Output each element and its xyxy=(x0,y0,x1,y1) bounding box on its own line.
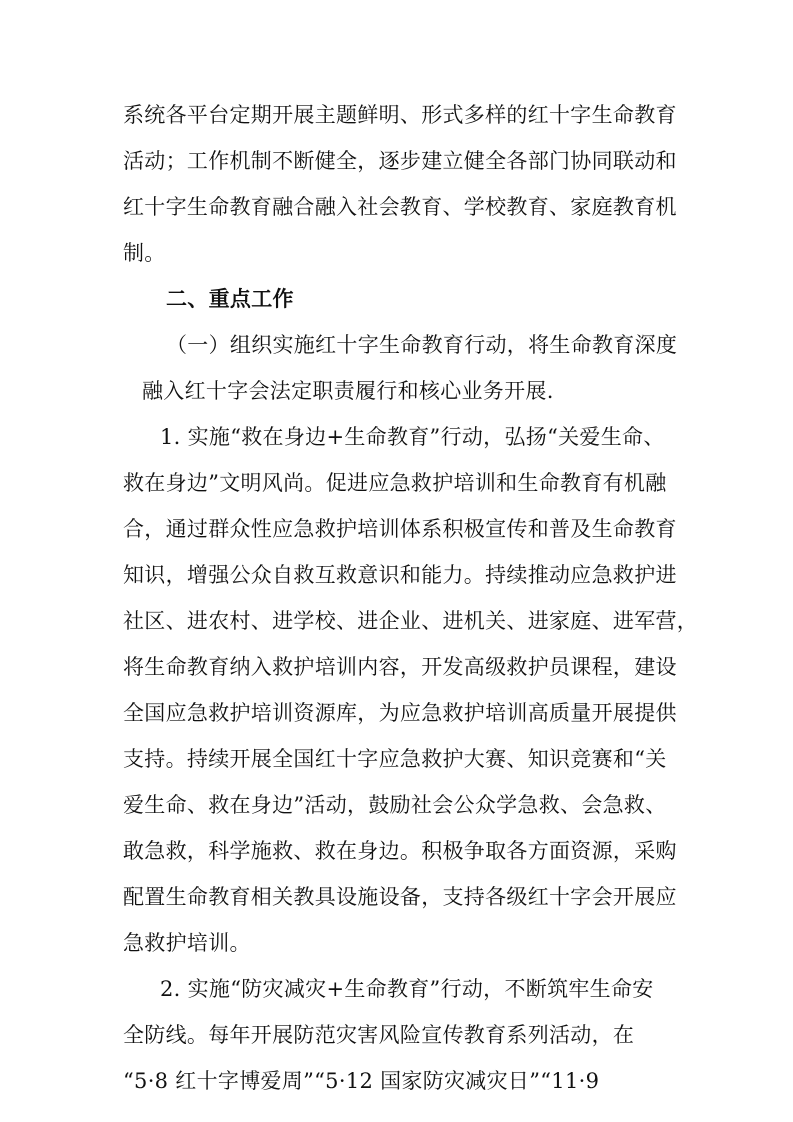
paragraph-line: 敢急救，科学施救、救在身边。积极争取各方面资源，采购 xyxy=(123,839,677,863)
paragraph-line: 将生命教育纳入救护培训内容，开发高级救护员课程，建设 xyxy=(123,655,677,679)
paragraph-line: 急救护培训。 xyxy=(123,931,251,955)
paragraph-line: 全国应急救护培训资源库，为应急救护培训高质量开展提供 xyxy=(123,701,677,725)
paragraph-line: 活动；工作机制不断健全，逐步建立健全各部门协同联动和 xyxy=(123,149,677,173)
paragraph-line: 2. 实施“防灾减灾+生命教育”行动，不断筑牢生命安 xyxy=(160,977,654,1001)
paragraph-line: “5·8 红十字博爱周”“5·12 国家防灾减灾日”“11·9 xyxy=(123,1069,600,1093)
paragraph-line: 救在身边”文明风尚。促进应急救护培训和生命教育有机融 xyxy=(123,471,667,495)
paragraph-line: 制。 xyxy=(123,241,166,265)
paragraph-line: 爱生命、救在身边”活动，鼓励社会公众学急救、会急救、 xyxy=(123,793,667,817)
paragraph-line: 知识，增强公众自救互救意识和能力。持续推动应急救护进 xyxy=(123,563,677,587)
subsection-heading-line: （一）组织实施红十字生命教育行动，将生命教育深度 xyxy=(166,333,678,357)
paragraph-line: 系统各平台定期开展主题鲜明、形式多样的红十字生命教育 xyxy=(123,103,677,127)
subsection-heading-line: 融入红十字会法定职责履行和核心业务开展. xyxy=(142,379,554,403)
paragraph-line: 配置生命教育相关教具设施设备，支持各级红十字会开展应 xyxy=(123,885,677,909)
paragraph-line: 1. 实施“救在身边+生命教育”行动，弘扬“关爱生命、 xyxy=(160,425,665,449)
paragraph-line: 全防线。每年开展防范灾害风险宣传教育系列活动，在 xyxy=(123,1023,635,1047)
section-heading: 二、重点工作 xyxy=(166,287,294,311)
paragraph-line: 支持。持续开展全国红十字应急救护大赛、知识竞赛和“关 xyxy=(123,747,667,771)
paragraph-line: 社区、进农村、进学校、进企业、进机关、进家庭、进军营， xyxy=(123,609,699,633)
paragraph-line: 合，通过群众性应急救护培训体系积极宣传和普及生命教育 xyxy=(123,517,677,541)
paragraph-line: 红十字生命教育融合融入社会教育、学校教育、家庭教育机 xyxy=(123,195,677,219)
